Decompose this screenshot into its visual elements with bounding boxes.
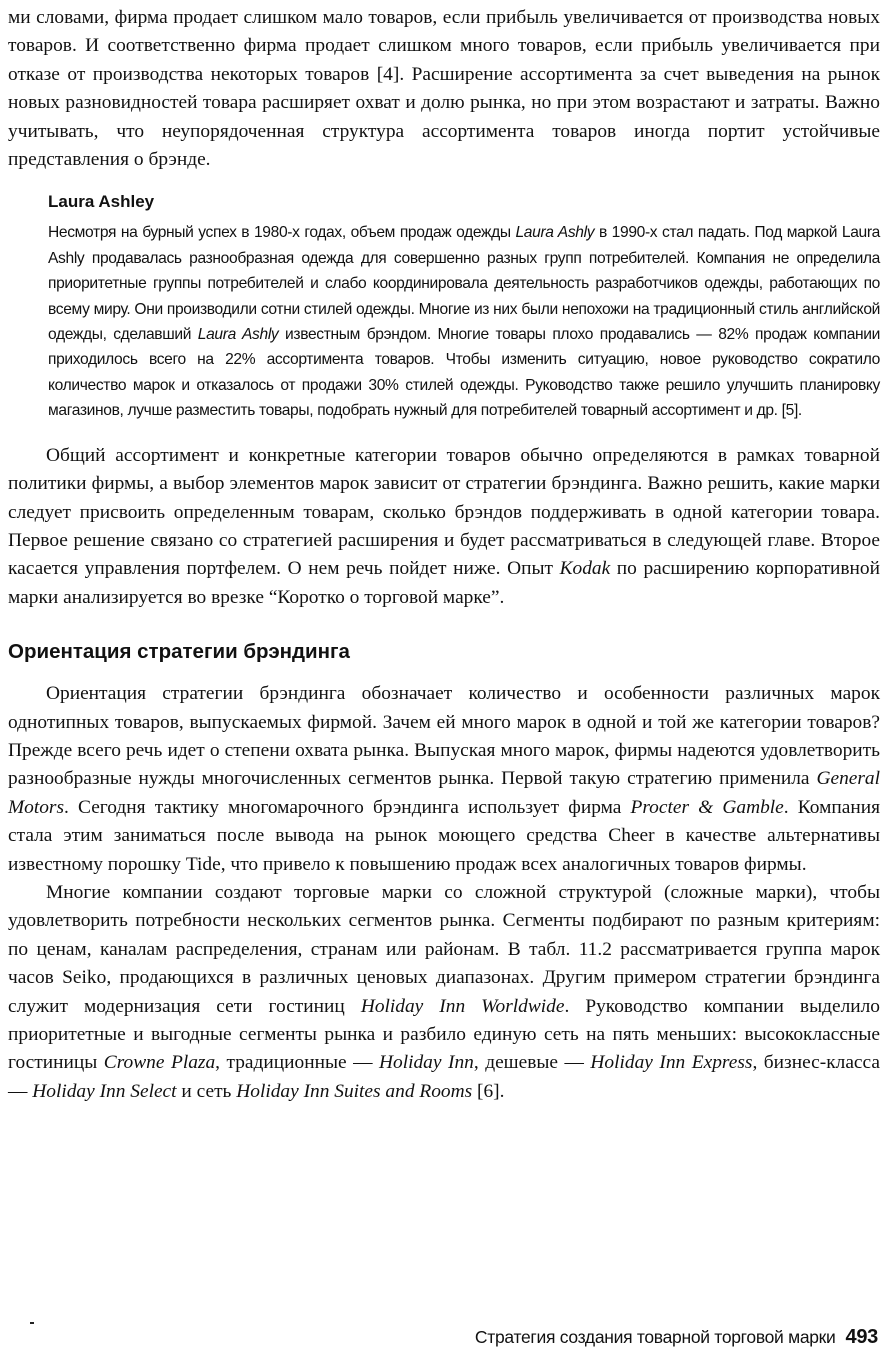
text-part: Многие компании создают торговые марки со сложной структурой (сложные марки), чтобы удовлетворить потребности нескольких сегментов рынка. Сегменты подбирают по разным критериям: по ценам, каналам распределения, странам или районам. В табл. 11.2 рассматривается группа марок часов Seiko, продающихся в различных ценовых диапазонах. Другим примером стратегии брэндинга служит модернизация сети гостиниц	[8, 881, 880, 1017]
text-part: . Компания стала этим заниматься после вывода на рынок моющего средства Cheer в качестве альтернативы известному порошку Tide, что привело к повышению продаж всех аналогичных товаров фирмы.	[8, 796, 880, 875]
section-heading: Ориентация стратегии брэндинга	[8, 640, 350, 664]
page-content	[8, 4, 880, 1106]
paragraph-intro: ми словами, фирма продает слишком мало товаров, если прибыль увеличивается от производства новых товаров. И соответственно фирма продает слишком много товаров, если прибыль увеличивается при отказе от производства некоторых товаров [4]. Расширение ассортимента за счет выведения на рынок новых разновидностей товара расширяет охват и долю рынка, но при этом возрастают и затраты. Важно учитывать, что неупорядоченная структура ассортимента товаров иногда портит устойчивые представления о брэнде.	[8, 7, 880, 171]
text-part: . Сегодня тактику многомарочного брэндинга использует фирма	[64, 796, 631, 818]
case-text-part: Несмотря на бурный успех в 1980-х годах, объем продаж одежды	[48, 224, 516, 242]
text-part: по расширению корпоративной марки анализируется во врезке “Коротко о торговой марке”.	[8, 558, 881, 608]
brand-name: Laura Ashly	[515, 224, 595, 242]
paragraph-orientation	[8, 680, 880, 879]
text-part: и сеть	[176, 1080, 237, 1102]
paragraph-complex-brands	[8, 879, 880, 1106]
brand-name: Holiday Inn Worldwide	[360, 995, 565, 1017]
case-text-part: в 1990-х стал падать. Под маркой Laura Ashly продавалась разнообразная одежда для совершенно разных групп потребителей. Компания не определила приоритетные группы потребителей и слабо координировала деятельность разработчиков одежды, работающих по всему миру. Они производили сотни стилей одежды. Многие из них были непохожи на традиционный стиль английской одежды, сделавший	[48, 224, 881, 344]
brand-name: Crowne Plaza	[103, 1052, 216, 1074]
text-part: , дешевые —	[473, 1052, 591, 1074]
text-part: Общий ассортимент и конкретные категории товаров обычно определяются в рамках товарной политики фирмы, а выбор элементов марок зависит от стратегии брэндинга. Важно решить, какие марки следует присвоить определенным товарам, сколько брэндов поддерживать в одной категории товара. Первое решение связано со стратегией расширения и будет рассматриваться в следующей главе. Второе касается управления портфелем. О нем речь пойдет ниже. Опыт	[8, 444, 880, 580]
text-part: . Руководство компании выделило приоритетные и выгодные сегменты рынка и разбило единую сеть на пять меньших: высококлассные гостиницы	[8, 995, 880, 1074]
brand-name: General Motors	[8, 768, 880, 818]
case-box-title: Laura Ashley	[48, 192, 155, 212]
brand-name: Holiday Inn Express	[590, 1052, 753, 1074]
case-box-text	[48, 220, 880, 423]
text-part: [6].	[472, 1080, 505, 1102]
text-part: , бизнес-класса —	[8, 1052, 880, 1102]
text-part: , традиционные —	[215, 1052, 380, 1074]
brand-name: Holiday Inn Select	[32, 1080, 177, 1102]
running-title: Стратегия создания товарной торговой марки	[474, 1327, 836, 1347]
page-number: 493	[845, 1326, 878, 1348]
brand-name: Procter & Gamble	[630, 796, 784, 818]
brand-name: Laura Ashly	[197, 326, 279, 344]
brand-name: Holiday Inn	[379, 1052, 474, 1074]
case-text-part: известным брэндом. Многие товары плохо продавались — 82% продаж компании приходилось всего на 22% ассортимента товаров. Чтобы изменить ситуацию, новое руководство сократило количество марок и отказалось от продажи 30% стилей одежды. Руководство также решило улучшить планировку магазинов, лучше разместить товары, подобрать нужный для потребителей товарный ассортимент и др. [5].	[48, 326, 881, 420]
page-footer	[475, 1326, 878, 1349]
paragraph-assortment	[8, 442, 880, 612]
text-part: Ориентация стратегии брэндинга обозначает количество и особенности различных марок однотипных товаров, выпускаемых фирмой. Зачем ей много марок в одной и той же категории товаров? Прежде всего речь идет о степени охвата рынка. Выпуская много марок, фирмы надеются удовлетворить разнообразные нужды многочисленных сегментов рынка. Первой такую стратегию применила	[8, 683, 880, 790]
brand-name: Holiday Inn Suites and Rooms	[236, 1080, 473, 1102]
print-speck	[30, 1322, 34, 1324]
brand-name: Kodak	[559, 558, 611, 580]
case-box-laura-ashley	[8, 190, 880, 423]
